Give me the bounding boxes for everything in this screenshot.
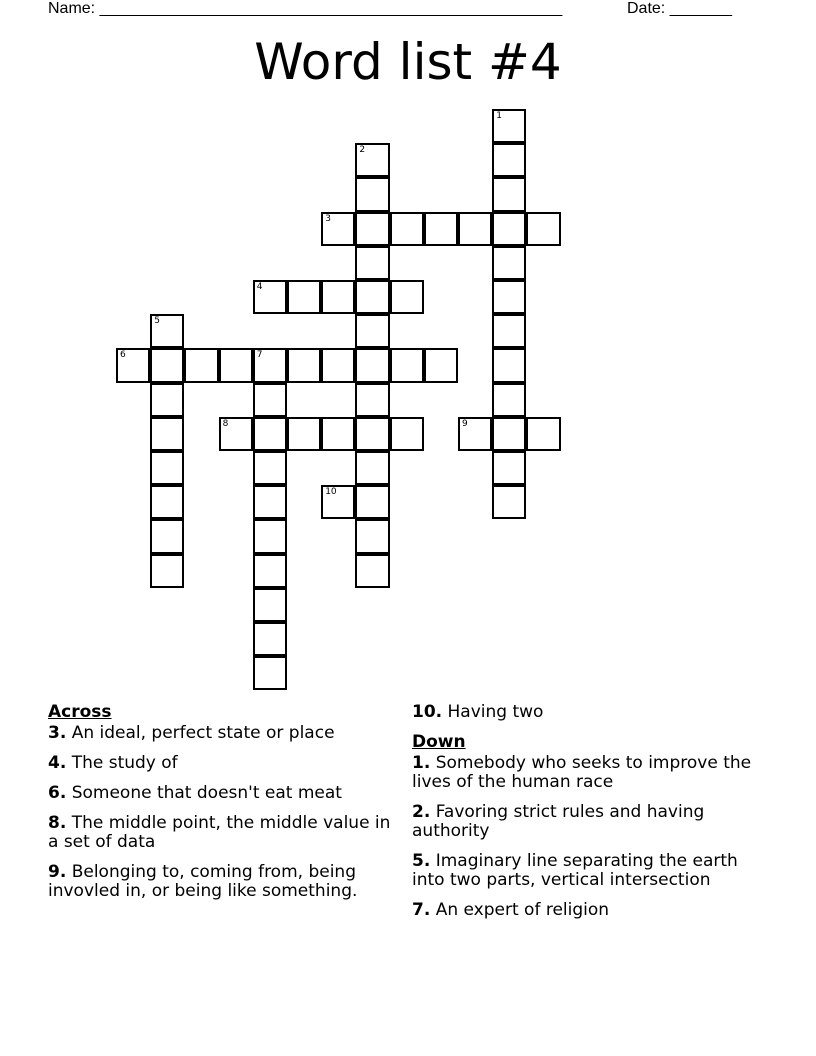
crossword-cell[interactable] (150, 554, 184, 588)
crossword-cell[interactable] (526, 417, 560, 451)
crossword-cell[interactable] (253, 656, 287, 690)
clues-left-column (48, 703, 393, 912)
clue-number: 4. (48, 753, 67, 773)
crossword-cell[interactable] (321, 280, 355, 314)
crossword-cell[interactable] (390, 212, 424, 246)
crossword-cell[interactable] (150, 383, 184, 417)
clue-number: 1. (412, 753, 431, 773)
crossword-cell[interactable] (492, 246, 526, 280)
clues-right-column (412, 703, 762, 931)
clue-text: The middle point, the middle value in a set of data (48, 813, 391, 852)
crossword-cell[interactable] (355, 554, 389, 588)
clue-down-5 (412, 852, 762, 890)
down-heading: Down (412, 732, 466, 752)
cell-number: 5 (154, 316, 160, 327)
crossword-cell[interactable] (150, 417, 184, 451)
clue-across-10 (412, 703, 762, 722)
crossword-cell[interactable] (287, 280, 321, 314)
crossword-cell[interactable] (492, 314, 526, 348)
clue-text: Somebody who seeks to improve the lives of the human race (412, 753, 752, 792)
crossword-cell[interactable] (492, 109, 526, 143)
clue-number: 3. (48, 723, 67, 743)
cell-number: 1 (496, 111, 502, 121)
crossword-cell[interactable] (492, 212, 526, 246)
crossword-cell[interactable] (253, 451, 287, 485)
clue-number: 7. (412, 900, 431, 920)
clue-text: Belonging to, coming from, being invovled in, or being like something. (48, 862, 358, 901)
cell-number: 6 (120, 350, 126, 361)
crossword-cell[interactable] (253, 622, 287, 656)
crossword-cell[interactable] (492, 417, 526, 451)
crossword-cell[interactable] (355, 212, 389, 246)
crossword-cell[interactable] (321, 348, 355, 382)
clue-text: The study of (66, 753, 178, 773)
crossword-cell[interactable] (321, 417, 355, 451)
crossword-cell[interactable] (458, 212, 492, 246)
crossword-cell[interactable] (492, 451, 526, 485)
clue-number: 2. (412, 802, 431, 822)
clue-number: 10. (412, 702, 443, 722)
crossword-cell[interactable] (219, 348, 253, 382)
crossword-cell[interactable] (150, 485, 184, 519)
clue-text: Favoring strict rules and having authority (412, 802, 705, 841)
crossword-cell[interactable] (321, 485, 355, 519)
clue-across-4 (48, 754, 393, 773)
across-heading: Across (48, 702, 112, 722)
page-title: Word list #4 (254, 33, 562, 91)
crossword-cell[interactable] (355, 177, 389, 211)
crossword-cell[interactable] (253, 485, 287, 519)
clue-text: An ideal, perfect state or place (66, 723, 335, 743)
clue-across-6 (48, 784, 393, 803)
crossword-cell[interactable] (355, 451, 389, 485)
cell-number: 3 (325, 213, 331, 224)
clue-number: 6. (48, 783, 67, 803)
clue-number: 9. (48, 862, 67, 882)
crossword-cell[interactable] (355, 383, 389, 417)
clue-across-3 (48, 724, 393, 743)
clue-text: Having two (442, 702, 544, 722)
crossword-cell[interactable] (150, 348, 184, 382)
crossword-cell[interactable] (458, 417, 492, 451)
crossword-cell[interactable] (253, 588, 287, 622)
cell-number: 9 (462, 418, 468, 429)
clue-text: Someone that doesn't eat meat (66, 783, 342, 803)
name-field-label: Name: ____________________________________________________ (48, 0, 563, 17)
crossword-cell[interactable] (492, 143, 526, 177)
clue-down-2 (412, 803, 762, 841)
crossword-cell[interactable] (424, 212, 458, 246)
crossword-cell[interactable] (355, 246, 389, 280)
crossword-cell[interactable] (390, 417, 424, 451)
crossword-cell[interactable] (492, 348, 526, 382)
clue-across-8 (48, 814, 393, 852)
clue-down-1 (412, 754, 762, 792)
clue-number: 8. (48, 813, 67, 833)
crossword-cell[interactable] (287, 348, 321, 382)
cell-number: 8 (222, 418, 229, 429)
crossword-cell[interactable] (390, 280, 424, 314)
crossword-cell[interactable] (526, 212, 560, 246)
crossword-cell[interactable] (219, 417, 253, 451)
clue-number: 5. (412, 851, 431, 871)
crossword-cell[interactable] (150, 451, 184, 485)
crossword-cell[interactable] (184, 348, 218, 382)
cell-number: 7 (256, 350, 263, 361)
crossword-cell[interactable] (492, 177, 526, 211)
crossword-cell[interactable] (116, 348, 150, 382)
crossword-cell[interactable] (253, 519, 287, 553)
crossword-cell[interactable] (492, 485, 526, 519)
clue-across-9 (48, 863, 393, 901)
crossword-cell[interactable] (355, 143, 389, 177)
crossword-cell[interactable] (355, 348, 389, 382)
crossword-cell[interactable] (253, 383, 287, 417)
crossword-cell[interactable] (355, 314, 389, 348)
crossword-cell[interactable] (424, 348, 458, 382)
clue-down-7 (412, 901, 762, 920)
crossword-cell[interactable] (150, 519, 184, 553)
crossword-cell[interactable] (355, 280, 389, 314)
crossword-cell[interactable] (390, 348, 424, 382)
crossword-cell[interactable] (492, 280, 526, 314)
crossword-cell[interactable] (321, 212, 355, 246)
cell-number: 10 (325, 487, 337, 498)
clue-text: Imaginary line separating the earth into two parts, vertical intersection (412, 851, 738, 890)
cell-number: 4 (256, 282, 263, 292)
crossword-cell[interactable] (355, 417, 389, 451)
crossword-cell[interactable] (355, 485, 389, 519)
crossword-cell[interactable] (253, 417, 287, 451)
crossword-cell[interactable] (492, 383, 526, 417)
crossword-cell[interactable] (253, 348, 287, 382)
clue-text: An expert of religion (430, 900, 610, 920)
crossword-cell[interactable] (287, 417, 321, 451)
cell-number: 2 (359, 145, 366, 156)
crossword-cell[interactable] (253, 280, 287, 314)
crossword-cell[interactable] (355, 519, 389, 553)
crossword-cell[interactable] (253, 554, 287, 588)
date-field-label: Date: _______ (627, 0, 732, 17)
crossword-cell[interactable] (150, 314, 184, 348)
